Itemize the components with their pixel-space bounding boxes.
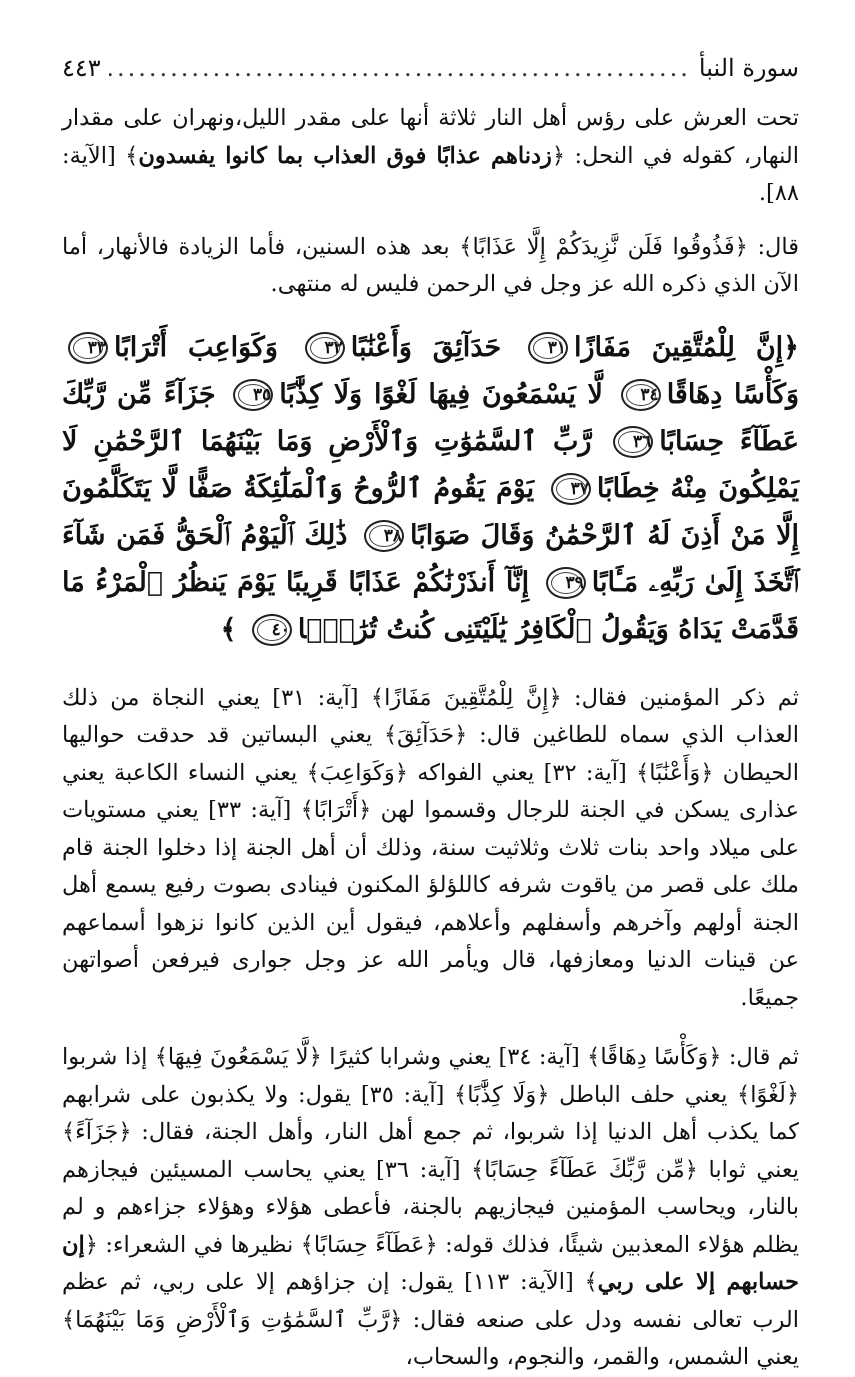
p2-text: ﴾ بعد هذه السنين، فأما الزيادة فالأنهار، أما الآن الذي ذكره الله عز وجل في الرحمن فليس له منتهى.: [62, 233, 799, 297]
p4-text: ثم قال: ﴿وَكَأْسًا دِهَاقًا﴾ [آية: ٣٤] يعني وشرابا كثيرًا ﴿لَّا يَسْمَعُونَ فِيهَا﴾ إذا شربوا ﴿لَغْوًا﴾ يعني حلف الباطل ﴿وَلَا كِذَّٰبًا﴾ [آية: ٣٥] يقول: ولا يكذبون على شرابهم كما يكذب أهل الدنيا إذا شربوا، ثم جمع أهل النار، وأهل الجنة، فقال: ﴿جَزَآءً﴾ يعني ثوابا ﴿مِّن رَّبِّكَ عَطَآءً حِسَابًا﴾ [آية: ٣٦] يعني يحاسب المسيئين فيجازهم بالنار، ويحاسب المؤمنين فيجازيهم بالجنة، فأعطى هؤلاء وهؤلاء جزاءهم و لم يظلم هؤلاء المعذبين شيئًا، فذلك قوله: ﴿عَطَآءً حِسَابًا﴾ نظيرها في الشعراء: ﴿: [62, 1044, 800, 1258]
verse-33: وَكَوَاعِبَ أَتْرَابًا: [114, 331, 278, 363]
verse-40: إِنَّآ أَنذَرْنَٰكُمْ عَذَابًا قَرِيبًا يَوْمَ يَنظُرُ ٱلْمَرْءُ مَا قَدَّمَتْ يَدَاهُ وَيَقُولُ ٱلْكَافِرُ يَٰلَيْتَنِى كُنتُ تُرَٰبًۢا: [62, 566, 799, 645]
p4-end: ﴾ [الآية: ١١٣] يقول: إن جزاؤهم إلا على ربي، ثم عظم الرب تعالى نفسه ودل على صنعه فقال: ﴿رَّبِّ ٱلسَّمَٰوَٰتِ وَٱلْأَرْضِ وَمَا بَيْنَهُمَا﴾ يعني الشمس، والقمر، والنجوم، والسحاب،: [62, 1269, 799, 1370]
surah-title: سورة النبأ: [698, 54, 799, 82]
ayah-marker-32: ٣٢: [305, 332, 345, 364]
page-number: ٤٤٣: [62, 54, 101, 82]
ayah-marker-34: ٣٤: [621, 379, 661, 411]
ayah-marker-35: ٣٥: [233, 379, 273, 411]
verse-37: رَّبِّ ٱلسَّمَٰوَٰتِ وَٱلْأَرْضِ وَمَا بَيْنَهُمَا ٱلرَّحْمَٰنِ لَا يَمْلِكُونَ مِنْهُ خِطَابًا: [62, 425, 799, 504]
p4-quote-bold: إن حسابهم إلا على ربي: [62, 1231, 799, 1295]
paragraph-1: [62, 100, 799, 213]
verse-31: ﴿إِنَّ لِلْمُتَّقِينَ مَفَازًا: [574, 331, 799, 363]
paragraph-3: ثم ذكر المؤمنين فقال: ﴿إِنَّ لِلْمُتَّقِينَ مَفَازًا﴾ [آية: ٣١] يعني النجاة من ذلك العذاب الذي سماه للطاغين قال: ﴿حَدَآئِقَ﴾ يعني البساتين قد حدقت حواليها الحيطان ﴿وَأَعْنَٰبًا﴾ [آية: ٣٢] يعني الفواكه ﴿وَكَوَاعِبَ﴾ يعني النساء الكاعبة يعني عذارى يسكن في الجنة للرجال وقسموا لهن ﴿أَتْرَابًا﴾ [آية: ٣٣] يعني مستويات على ميلاد واحد بنات ثلاث وثلاثيت سنة، وذلك أن أهل الجنة إذا دخلوا الجنة قام ملك على قصر من ياقوت شرفه كاللؤلؤ المكنون فينادى بصوت رفيع يسمع أهل الجنة أولهم وآخرهم وأسفلهم وأعلاهم، فيقول أين الذين كانوا نزهوا أسماعهم عن قينات الدنيا ومعازفها، قال ويأمر الله عز وجل جوارى فيرفعن أصواتهن جميعًا.: [62, 684, 799, 1011]
ayah-marker-38: ٣٨: [364, 520, 404, 552]
quran-close-bracket: ﴾: [220, 613, 237, 645]
running-header: [62, 50, 799, 90]
verse-39: ذَٰلِكَ ٱلْيَوْمُ ٱلْحَقُّ فَمَن شَآءَ ٱتَّخَذَ إِلَىٰ رَبِّهِۦ مَـَٔابًا: [62, 519, 799, 598]
verse-34: وَكَأْسًا دِهَاقًا: [666, 378, 799, 410]
p1-end: ﴾ [الآية: ٨٨].: [62, 142, 799, 206]
verse-35: لَّا يَسْمَعُونَ فِيهَا لَغْوًا وَلَا كِذَّٰبًا: [279, 378, 603, 410]
p2-lead: قال: ﴿: [734, 233, 799, 260]
ayah-marker-33: ٣٣: [68, 332, 108, 364]
verse-36: جَزَآءً مِّن رَّبِّكَ عَطَآءً حِسَابًا: [62, 378, 800, 457]
verse-32: حَدَآئِقَ وَأَعْنَٰبًا: [350, 331, 502, 363]
p1-text: تحت العرش على رؤس أهل النار ثلاثة أنها على مقدر الليل،ونهران على مقدار النهار، كقوله في النحل: ﴿: [62, 105, 799, 169]
verse-38: يَوْمَ يَقُومُ ٱلرُّوحُ وَٱلْمَلَٰٓئِكَةُ صَفًّا لَّا يَتَكَلَّمُونَ إِلَّا مَنْ أَذِنَ لَهُ ٱلرَّحْمَٰنُ وَقَالَ صَوَابًا: [62, 472, 799, 551]
ayah-marker-31: ٣١: [528, 332, 568, 364]
quran-verses-block: [62, 324, 799, 653]
dot-leader: [109, 50, 691, 86]
p1-quote-bold: زدناهم عذابًا فوق العذاب بما كانوا يفسدون: [138, 142, 552, 169]
paragraph-4: [62, 1039, 799, 1377]
paragraph-2: [62, 229, 799, 304]
p2-quran-quote: فَذُوقُوا فَلَن نَّزِيدَكُمْ إِلَّا عَذَابًا: [472, 233, 735, 260]
ayah-marker-37: ٣٧: [551, 473, 591, 505]
ayah-marker-36: ٣٦: [613, 426, 653, 458]
ayah-marker-40: ٤٠: [252, 614, 292, 646]
ayah-marker-39: ٣٩: [546, 567, 586, 599]
